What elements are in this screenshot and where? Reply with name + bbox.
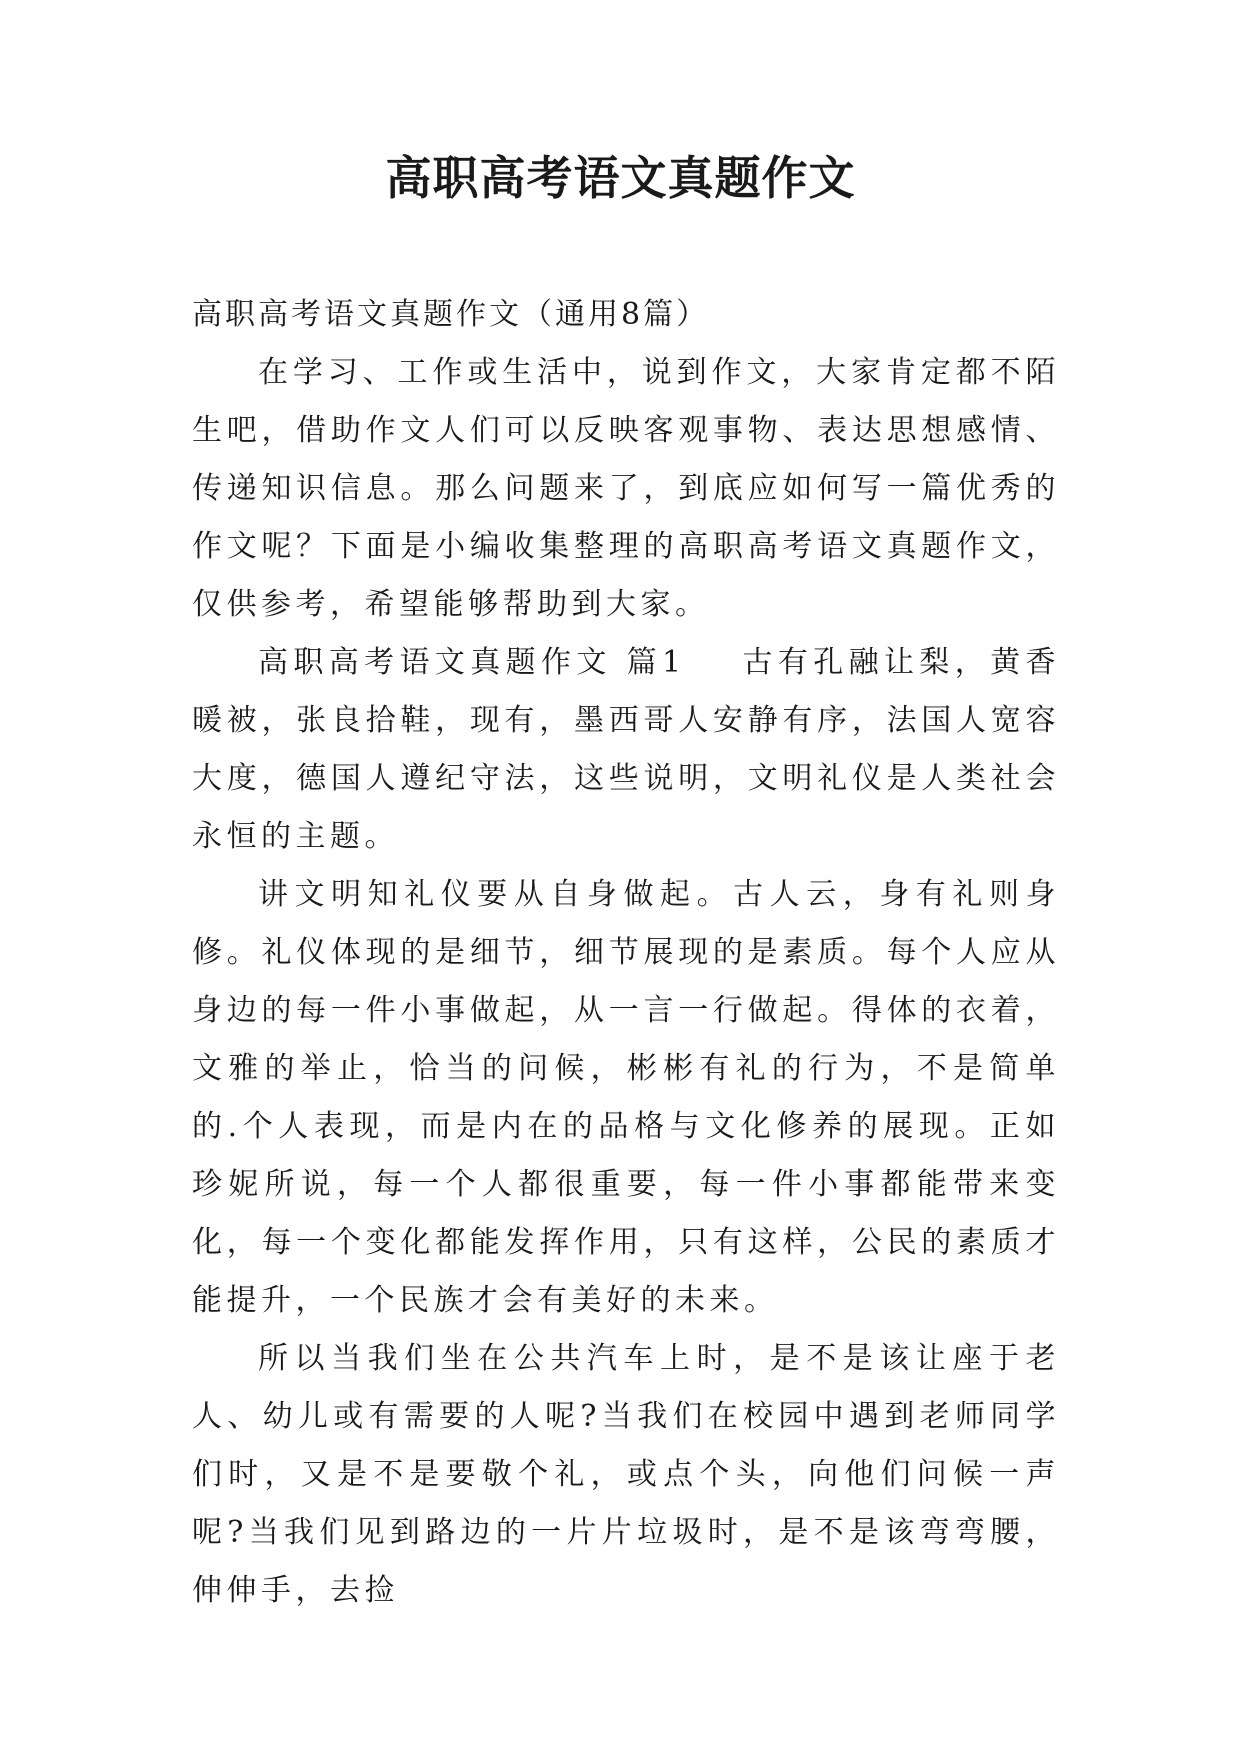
intro-paragraph: 在学习、工作或生活中，说到作文，大家肯定都不陌生吧，借助作文人们可以反映客观事物、表达思想感情、传递知识信息。那么问题来了，到底应如何写一篇优秀的作文呢？下面是小编收集整理的高职高考语文真题作文，仅供参考，希望能够帮助到大家。: [192, 355, 1060, 622]
document-title: 高职高考语文真题作文: [385, 151, 856, 205]
document-body: [192, 286, 1060, 1620]
document-subtitle: 高职高考语文真题作文（通用8篇）: [192, 297, 710, 332]
body-paragraph-1: 讲文明知礼仪要从自身做起。古人云，身有礼则身修。礼仪体现的是细节，细节展现的是素质。每个人应从身边的每一件小事做起，从一言一行做起。得体的衣着，文雅的举止，恰当的问候，彬彬有礼的行为，不是简单的.个人表现，而是内在的品格与文化修养的展现。正如珍妮所说，每一个人都很重要，每一件小事都能带来变化，每一个变化都能发挥作用，只有这样，公民的素质才能提升，一个民族才会有美好的未来。: [192, 877, 1060, 1318]
section-1-heading: 高职高考语文真题作文 篇1: [258, 645, 686, 680]
section-1-opening: 古有孔融让梨，黄香暖被，张良拾鞋，现有，墨西哥人安静有序，法国人宽容大度，德国人遵纪守法，这些说明，文明礼仪是人类社会永恒的主题。: [192, 645, 1060, 854]
body-paragraph-2: 所以当我们坐在公共汽车上时，是不是该让座于老人、幼儿或有需要的人呢?当我们在校园中遇到老师同学们时，又是不是要敬个礼，或点个头，向他们问候一声呢?当我们见到路边的一片片垃圾时，是不是该弯弯腰，伸伸手，去捡: [192, 1341, 1060, 1608]
section-1-paragraph: [192, 634, 1060, 866]
